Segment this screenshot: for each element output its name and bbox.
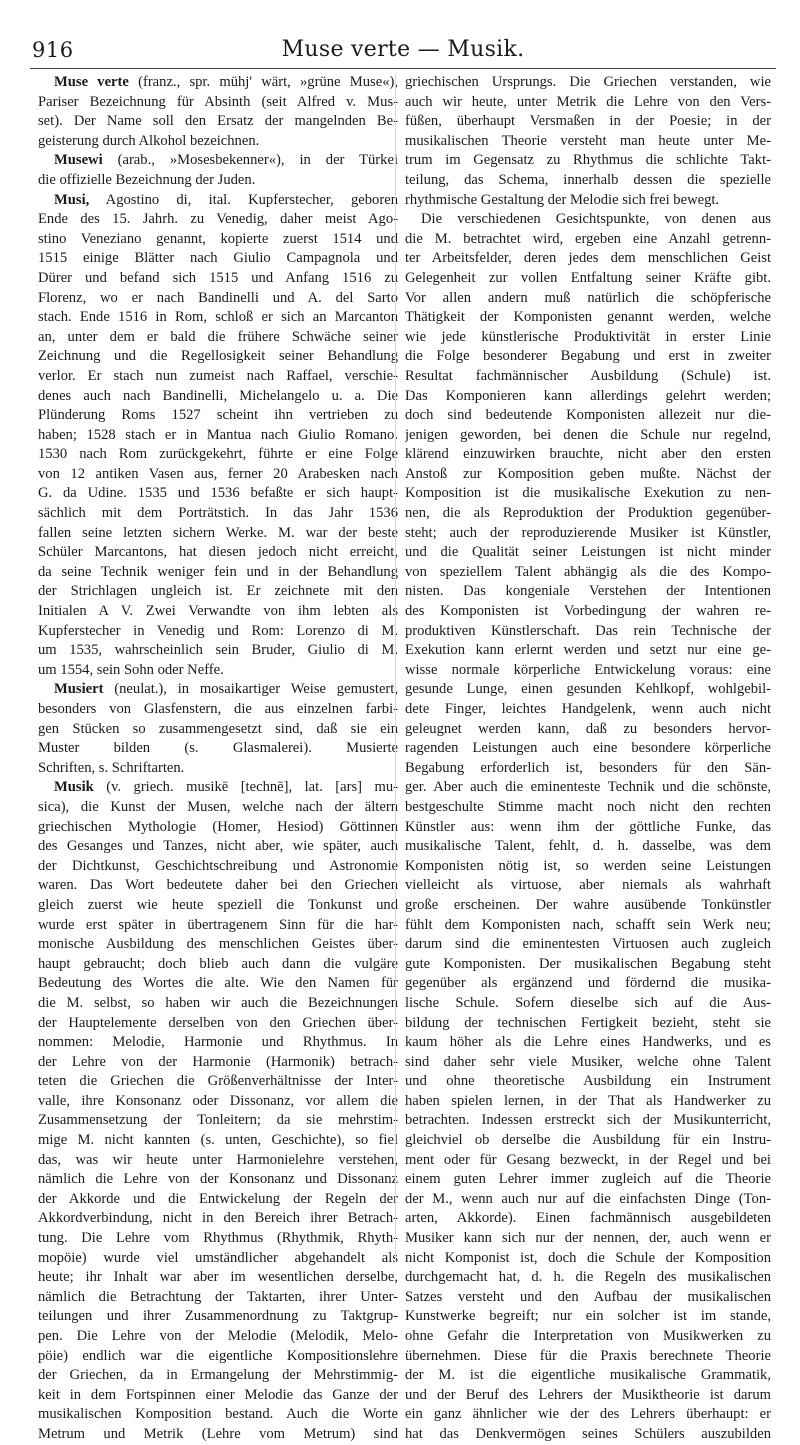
text-line bbox=[405, 739, 771, 759]
line-text: haben spielen lernen, in der That als Handwerker zu bbox=[405, 1092, 771, 1109]
line-text: verlor. Er stach nun zumeist nach Raffael, verschie- bbox=[38, 367, 398, 384]
text-line bbox=[405, 1327, 771, 1347]
line-text: doch sind bedeutende Komponisten allezeit nur die- bbox=[405, 407, 771, 424]
text-line bbox=[38, 1092, 398, 1112]
line-text: an, unter dem er bald die frühere Schwäche seiner bbox=[38, 328, 398, 345]
page-number: 916 bbox=[32, 38, 74, 62]
text-line bbox=[405, 504, 771, 524]
text-line bbox=[405, 1209, 771, 1229]
line-text: der Dichtkunst, Geschichtschreibung und Astronomie bbox=[38, 857, 398, 874]
line-text: steht; auch der reproduzierende Musiker ist Künstler, bbox=[405, 524, 771, 541]
line-text: (franz., spr. mühj' wärt, »grüne Muse«), bbox=[128, 74, 398, 90]
text-line bbox=[405, 210, 771, 230]
line-text: kaum höher als die Lehre eines Handwerks, und es bbox=[405, 1034, 771, 1051]
line-text: trum im Gegensatz zu Rhythmus die schlichte Takt- bbox=[405, 152, 771, 169]
text-line bbox=[38, 1014, 398, 1034]
text-line bbox=[38, 896, 398, 916]
line-text: teilungen und ihrer Zusammenordnung zu Taktgrup- bbox=[38, 1308, 398, 1325]
line-text: set). Der Name soll den Ersatz der mangelnden Be- bbox=[38, 113, 398, 130]
line-text: um 1535, wahrscheinlich sein Bruder, Giulio di M. bbox=[38, 642, 398, 659]
line-text: musikalische Talent, fehlt, d. h. dasselbe, was dem bbox=[405, 838, 771, 855]
right-column bbox=[405, 73, 771, 1445]
text-line bbox=[38, 230, 398, 250]
line-text: Komponisten nötig ist, so werden seine Leistungen bbox=[405, 857, 771, 874]
text-line bbox=[38, 994, 398, 1014]
line-text: geisterung durch Alkohol bezeichnen. bbox=[38, 132, 260, 149]
text-line bbox=[38, 269, 398, 289]
line-text: auch wir heute, unter Metrik die Lehre von den Vers- bbox=[405, 93, 771, 110]
text-line bbox=[38, 1347, 398, 1367]
line-text: und ohne theoretische Ausbildung ein Instrument bbox=[405, 1073, 771, 1090]
text-line bbox=[405, 1405, 771, 1425]
line-text: klärend einzuwirken brauchte, nicht aber den ersten bbox=[405, 446, 771, 463]
text-line bbox=[405, 93, 771, 113]
line-text: Vor allen andern muß natürlich die schöpferische bbox=[405, 289, 771, 306]
line-text: nommen: Melodie, Harmonie und Rhythmus. In bbox=[38, 1034, 398, 1051]
text-line bbox=[38, 465, 398, 485]
text-line bbox=[38, 798, 398, 818]
text-line bbox=[405, 1425, 771, 1445]
text-line bbox=[405, 73, 771, 93]
text-line bbox=[405, 524, 771, 544]
text-line bbox=[38, 1151, 398, 1171]
text-line bbox=[405, 465, 771, 485]
text-line bbox=[405, 112, 771, 132]
line-text: keit in dem Fortspinnen einer Melodie das Ganze der bbox=[38, 1386, 398, 1403]
line-text: Florenz, wo er nach Bandinelli und A. del Sarto bbox=[38, 289, 398, 306]
text-line bbox=[38, 974, 398, 994]
line-text: besonders von Glasfenstern, die aus einzelnen farbi- bbox=[38, 701, 398, 717]
text-line bbox=[38, 406, 398, 426]
text-line bbox=[405, 563, 771, 583]
text-line bbox=[38, 955, 398, 975]
text-line bbox=[38, 308, 398, 328]
text-line bbox=[38, 151, 398, 171]
line-text: ter Arbeitsfelder, deren jedes dem menschlichen Geist bbox=[405, 250, 771, 267]
line-text: der M., wenn auch nur auf die einfachsten Dinge (Ton- bbox=[405, 1190, 771, 1207]
line-text: stach. Ende 1516 in Rom, schloß er sich an Marcanton bbox=[38, 309, 398, 326]
line-text: gleichviel ob derselbe die Ausbildung für ein Instru- bbox=[405, 1132, 771, 1149]
text-line bbox=[405, 445, 771, 465]
line-text: denes auch nach Bandinelli, Michelangelo u. a. Die bbox=[38, 387, 398, 404]
text-line bbox=[38, 778, 398, 798]
text-line bbox=[38, 524, 398, 544]
line-text: ragenden Leistungen auch eine besondere körperliche bbox=[405, 740, 771, 757]
text-line bbox=[38, 1170, 398, 1190]
line-text: gesunde Lunge, einen gesunden Kehlkopf, wohlgebil- bbox=[405, 681, 771, 698]
line-text: Metrum und Metrik (Lehre vom Metrum) sind bbox=[38, 1425, 398, 1442]
text-line bbox=[38, 367, 398, 387]
text-line bbox=[405, 151, 771, 171]
text-line bbox=[405, 1111, 771, 1131]
text-line bbox=[405, 1249, 771, 1269]
line-text: Schriften, s. Schriftarten. bbox=[38, 759, 185, 776]
text-line bbox=[38, 1288, 398, 1308]
text-line bbox=[38, 700, 398, 720]
line-text: wie jede künstlerische Produktivität in erster Linie bbox=[405, 328, 771, 345]
line-text: (v. griech. musikē [technē], lat. [ars] mu- bbox=[93, 779, 398, 796]
line-text: haben; 1528 stach er in Mantua nach Giulio Romano. bbox=[38, 426, 398, 443]
line-text: die offizielle Bezeichnung der Juden. bbox=[38, 171, 256, 188]
line-text: Dürer und befand sich 1515 und Anfang 1516 zu bbox=[38, 269, 398, 286]
text-line bbox=[38, 347, 398, 367]
line-text: Schüler Marcantons, hat diesen jedoch nicht erreicht, bbox=[38, 544, 398, 561]
line-text: produktiven Künstlerschaft. Das rein Technische der bbox=[405, 622, 771, 639]
text-line bbox=[38, 1111, 398, 1131]
line-text: waren. Das Wort bedeutete daher bei den Griechen bbox=[38, 877, 398, 894]
text-line bbox=[38, 543, 398, 563]
text-line bbox=[38, 720, 398, 740]
line-text: lische Schule. Sofern dieselbe sich auf die Aus- bbox=[405, 994, 771, 1011]
line-text: griechischen Ursprungs. Die Griechen verstanden, wie bbox=[405, 74, 771, 90]
line-text: sind daher sehr viele Musiker, welche ohne Talent bbox=[405, 1053, 771, 1070]
line-text: 1530 nach Rom zurückgekehrt, führte er eine Folge bbox=[38, 446, 398, 463]
text-line bbox=[405, 798, 771, 818]
text-line bbox=[405, 269, 771, 289]
line-text: Akkordverbindung, nicht in den Bereich ihrer Betrach- bbox=[38, 1210, 398, 1227]
text-line bbox=[405, 426, 771, 446]
line-text: von 12 antiken Vasen aus, ferner 20 Arabesken nach bbox=[38, 465, 398, 482]
line-text: vielleicht als virtuose, aber niemals als wahrhaft bbox=[405, 877, 771, 894]
line-text: ein ganz ähnlicher wie der des Lehrers überhaupt: er bbox=[405, 1406, 771, 1423]
line-text: Muster bilden (s. Glasmalerei). Musierte bbox=[38, 740, 398, 757]
line-text: die Folge besonderer Begabung und erst in zweiter bbox=[405, 348, 771, 365]
line-text: große erscheinen. Der wahre ausübende Tonkünstler bbox=[405, 896, 771, 913]
text-line bbox=[38, 328, 398, 348]
line-text: Exekution kann erlernt werden und setzt nur eine ge- bbox=[405, 642, 771, 659]
text-line bbox=[38, 857, 398, 877]
text-line bbox=[405, 582, 771, 602]
text-line bbox=[405, 289, 771, 309]
text-line bbox=[38, 210, 398, 230]
text-line bbox=[38, 289, 398, 309]
text-line bbox=[38, 191, 398, 211]
line-text: der Hauptelemente derselben von den Griechen über- bbox=[38, 1014, 398, 1031]
text-line bbox=[405, 1288, 771, 1308]
text-line bbox=[38, 622, 398, 642]
text-line bbox=[405, 955, 771, 975]
line-text: nicht Komponist ist, doch die Schule der Komposition bbox=[405, 1249, 771, 1266]
line-text: mige M. nicht kannten (s. unten, Geschichte), so fiel bbox=[38, 1132, 398, 1149]
text-line bbox=[405, 622, 771, 642]
text-line bbox=[405, 1151, 771, 1171]
text-line bbox=[405, 602, 771, 622]
left-column bbox=[38, 73, 398, 1445]
text-line bbox=[405, 1014, 771, 1034]
line-text: sica), die Kunst der Musen, welche nach der ältern bbox=[38, 798, 398, 815]
text-line bbox=[38, 1405, 398, 1425]
line-text: Das Komponieren kann allerdings gelehrt werden; bbox=[405, 387, 771, 404]
text-line bbox=[405, 1386, 771, 1406]
text-line bbox=[38, 837, 398, 857]
line-text: die M. betrachtet wird, ergeben eine Anzahl getrenn- bbox=[405, 230, 771, 247]
line-text: Gelegenheit zur vollen Entfaltung seiner Kräfte gibt. bbox=[405, 269, 771, 286]
running-title: Muse verte — Musik. bbox=[281, 37, 525, 62]
text-line bbox=[405, 406, 771, 426]
line-text: durchgemacht hat, d. h. die Regeln des musikalischen bbox=[405, 1269, 771, 1286]
line-text: tung. Die Lehre vom Rhythmus (Rhythmik, Rhyth- bbox=[38, 1230, 398, 1247]
text-line bbox=[38, 93, 398, 113]
text-line bbox=[38, 916, 398, 936]
line-text: G. da Udine. 1535 und 1536 befaßte er sich haupt- bbox=[38, 485, 398, 502]
text-line bbox=[38, 73, 398, 93]
text-line bbox=[405, 896, 771, 916]
line-text: gen Stücken so zusammengesetzt sind, daß sie ein bbox=[38, 720, 398, 737]
line-text: wisse normale körperliche Entwickelung voraus: eine bbox=[405, 661, 771, 678]
text-line bbox=[38, 602, 398, 622]
line-text: mopöie) wurde viel umständlicher abgehandelt als bbox=[38, 1249, 398, 1266]
text-line bbox=[38, 1425, 398, 1445]
line-text: das, was wir heute unter Harmonielehre verstehen, bbox=[38, 1151, 398, 1168]
text-line bbox=[38, 739, 398, 759]
line-text: nämlich die Lehre von der Konsonanz und Dissonanz bbox=[38, 1171, 398, 1188]
line-text: Ende des 15. Jahrh. zu Venedig, daher meist Ago- bbox=[38, 211, 398, 228]
text-line bbox=[405, 974, 771, 994]
text-line bbox=[38, 661, 398, 681]
entry-headword: Musi, bbox=[54, 191, 90, 208]
text-line bbox=[405, 759, 771, 779]
line-text: Bedeutung des Wortes die alte. Wie den Namen für bbox=[38, 975, 398, 992]
text-line bbox=[38, 1209, 398, 1229]
line-text: Zeichnung und die Regellosigkeit seiner Behandlung bbox=[38, 348, 398, 365]
text-line bbox=[405, 347, 771, 367]
text-line bbox=[405, 1072, 771, 1092]
line-text: nämlich die Betrachtung der Taktarten, ihrer Unter- bbox=[38, 1288, 398, 1305]
line-text: und die Qualität seiner Leistungen ist nicht minder bbox=[405, 544, 771, 561]
text-line bbox=[405, 641, 771, 661]
line-text: teten die Griechen die Größenverhältnisse der Inter- bbox=[38, 1073, 398, 1090]
line-text: monische Ausbildung des menschlichen Geistes über- bbox=[38, 936, 398, 953]
line-text: musikalischen Komposition bestand. Auch die Worte bbox=[38, 1406, 398, 1423]
line-text: da seine Technik weniger fein und in der Behandlung bbox=[38, 563, 398, 580]
text-line bbox=[405, 387, 771, 407]
text-line bbox=[405, 837, 771, 857]
text-line bbox=[38, 1190, 398, 1210]
text-line bbox=[405, 935, 771, 955]
text-line bbox=[38, 1072, 398, 1092]
text-line bbox=[38, 132, 398, 152]
line-text: Anstoß zur Komposition geben mußte. Nächst der bbox=[405, 465, 771, 482]
line-text: pöie) endlich war die eigentliche Kompositionslehre bbox=[38, 1347, 398, 1364]
text-line bbox=[38, 484, 398, 504]
text-line bbox=[405, 1347, 771, 1367]
line-text: Musiker kann sich nur der nennen, der, auch wenn er bbox=[405, 1230, 771, 1247]
line-text: ger. Aber auch die eminenteste Technik und die schönste, bbox=[405, 779, 771, 796]
line-text: gegenüber als ergänzend und fördernd die musika- bbox=[405, 975, 771, 992]
text-line bbox=[405, 778, 771, 798]
line-text: rhythmische Gestaltung der Melodie sich frei bewegt. bbox=[405, 191, 720, 208]
text-line bbox=[38, 1366, 398, 1386]
line-text: Satzes versteht und den Aufbau der musikalischen bbox=[405, 1288, 771, 1305]
line-text: teilung, das Schema, innerhalb dessen die spezielle bbox=[405, 171, 771, 188]
text-line bbox=[38, 1053, 398, 1073]
line-text: von speziellem Talent abhängig als die des Kompo- bbox=[405, 563, 771, 580]
line-text: fallen seine letzten sichern Werke. M. war der beste bbox=[38, 524, 398, 541]
entry-headword: Musewi bbox=[54, 152, 103, 169]
line-text: griechischen Mythologie (Homer, Hesiod) Göttinnen bbox=[38, 818, 398, 835]
line-text: Pariser Bezeichnung für Absinth (seit Alfred v. Mus- bbox=[38, 93, 398, 110]
text-line bbox=[38, 1327, 398, 1347]
text-line bbox=[405, 249, 771, 269]
line-text: hat das Denkvermögen seines Schülers auszubilden bbox=[405, 1425, 771, 1442]
text-line bbox=[405, 1190, 771, 1210]
line-text: arten, Akkorde). Einen fachmännisch ausgebildeten bbox=[405, 1210, 771, 1227]
line-text: gute Komponisten. Der musikalischen Begabung steht bbox=[405, 955, 771, 972]
text-line bbox=[38, 1386, 398, 1406]
text-line bbox=[405, 680, 771, 700]
line-text: (arab., »Mosesbekenner«), in der Türkei bbox=[102, 152, 398, 169]
header-divider bbox=[30, 68, 776, 69]
line-text: nisten. Das kongeniale Verstehen der Intentionen bbox=[405, 583, 771, 600]
text-line bbox=[405, 1053, 771, 1073]
text-line bbox=[405, 876, 771, 896]
text-line bbox=[405, 720, 771, 740]
line-text: Begabung erforderlich ist, besonders für den Sän- bbox=[405, 759, 771, 776]
text-line bbox=[38, 935, 398, 955]
text-line bbox=[38, 426, 398, 446]
line-text: Komposition ist die musikalische Exekution zu nen- bbox=[405, 485, 771, 502]
text-line bbox=[405, 484, 771, 504]
text-line bbox=[38, 171, 398, 191]
text-line bbox=[405, 857, 771, 877]
text-line bbox=[405, 308, 771, 328]
entry-headword: Musik bbox=[54, 779, 94, 796]
text-line bbox=[38, 249, 398, 269]
text-line bbox=[405, 1092, 771, 1112]
line-text: der Strichlagen ungleich ist. Er zeichnete mit den bbox=[38, 583, 398, 600]
text-line bbox=[405, 1307, 771, 1327]
text-line bbox=[38, 818, 398, 838]
text-line bbox=[405, 661, 771, 681]
text-line bbox=[38, 876, 398, 896]
line-text: (neulat.), in mosaikartiger Weise gemustert, bbox=[103, 681, 398, 698]
entry-headword: Musiert bbox=[54, 681, 104, 698]
text-line bbox=[38, 504, 398, 524]
line-text: die M. selbst, so haben wir auch die Bezeichnungen bbox=[38, 994, 398, 1011]
text-line bbox=[405, 1170, 771, 1190]
text-line bbox=[405, 700, 771, 720]
text-line bbox=[38, 582, 398, 602]
line-text: betrachten. Indessen erstreckt sich der Musikunterricht, bbox=[405, 1112, 771, 1129]
line-text: heute; ihr Inhalt war aber im wesentlichen derselbe, bbox=[38, 1269, 398, 1286]
text-line bbox=[38, 641, 398, 661]
line-text: des Komponisten ist Vorbedingung der wahren re- bbox=[405, 603, 771, 620]
line-text: jenigen geworden, bei denen die Schule nur regelnd, bbox=[405, 426, 771, 443]
line-text: übernehmen. Diese für die Praxis berechnete Theorie bbox=[405, 1347, 771, 1364]
text-line bbox=[405, 1033, 771, 1053]
text-line bbox=[38, 680, 398, 700]
text-line bbox=[38, 563, 398, 583]
text-line bbox=[405, 916, 771, 936]
line-text: darum sind die eminentesten Virtuosen auch zugleich bbox=[405, 936, 771, 953]
text-line bbox=[38, 1268, 398, 1288]
line-text: Zusammensetzung der Tonleitern; da sie mehrstim- bbox=[38, 1112, 398, 1129]
line-text: Kunstwerke begreift; nur ein solcher ist im stande, bbox=[405, 1308, 771, 1325]
line-text: der Akkorde und die Entwickelung der Regeln der bbox=[38, 1190, 398, 1207]
text-line bbox=[38, 1249, 398, 1269]
line-text: ment oder für Gesang bezweckt, in der Regel und bei bbox=[405, 1151, 771, 1168]
column-divider bbox=[395, 73, 396, 1263]
line-text: nen, die als Reproduktion der Produktion gegenüber- bbox=[405, 505, 771, 522]
line-text: sächlich mit dem Porträtstich. In das Jahr 1536 bbox=[38, 505, 398, 522]
text-line bbox=[405, 818, 771, 838]
text-line bbox=[38, 1229, 398, 1249]
line-text: Resultat fachmännischer Ausbildung (Schule) ist. bbox=[405, 367, 771, 384]
line-text: Agostino di, ital. Kupferstecher, geboren bbox=[89, 191, 398, 208]
line-text: valle, ihre Konsonanz oder Dissonanz, vor allem die bbox=[38, 1092, 398, 1109]
line-text: der M. ist die eigentliche musikalische Grammatik, bbox=[405, 1367, 771, 1384]
text-line bbox=[405, 543, 771, 563]
line-text: der Griechen, da in Ermangelung der Mehrstimmig- bbox=[38, 1367, 398, 1384]
line-text: bildung der technischen Fertigkeit bezieht, steht sie bbox=[405, 1014, 771, 1031]
line-text: um 1554, sein Sohn oder Neffe. bbox=[38, 661, 224, 678]
text-line bbox=[405, 230, 771, 250]
line-text: Initialen A V. Zwei Verwandte von ihm lebten als bbox=[38, 603, 398, 620]
text-line bbox=[38, 1307, 398, 1327]
text-line bbox=[405, 132, 771, 152]
line-text: haupt gebraucht; doch blieb auch dann die vulgäre bbox=[38, 955, 398, 972]
text-line bbox=[405, 1268, 771, 1288]
line-text: gleich zuerst wie heute speziell die Tonkunst und bbox=[38, 896, 398, 913]
text-line bbox=[38, 1033, 398, 1053]
text-line bbox=[405, 328, 771, 348]
line-text: pen. Die Lehre von der Melodie (Melodik, Melo- bbox=[38, 1328, 398, 1344]
line-text: Künstler aus: wenn ihm der göttliche Funke, das bbox=[405, 818, 771, 835]
text-line bbox=[405, 1229, 771, 1249]
line-text: einem guten Lehrer immer zugleich auf die Theorie bbox=[405, 1171, 771, 1188]
line-text: bestgeschulte Stimme macht noch nicht den rechten bbox=[405, 798, 771, 815]
text-line bbox=[38, 112, 398, 132]
line-text: Thätigkeit der Komponisten genannt werden, welche bbox=[405, 309, 771, 326]
text-line bbox=[405, 1131, 771, 1151]
text-line bbox=[405, 191, 771, 211]
line-text: Plünderung Roms 1527 scheint ihn vertrieben zu bbox=[38, 407, 398, 424]
line-text: ohne Gefahr die Interpretation von Musikwerken zu bbox=[405, 1328, 771, 1344]
text-line bbox=[38, 445, 398, 465]
line-text: Die verschiedenen Gesichtspunkte, von denen aus bbox=[421, 211, 771, 228]
line-text: füßen, überhaupt Versmaßen in der Poesie; in der bbox=[405, 113, 771, 130]
text-line bbox=[405, 171, 771, 191]
text-line bbox=[405, 994, 771, 1014]
text-line bbox=[38, 759, 398, 779]
line-text: stino Veneziano genannt, kopierte zuerst 1514 und bbox=[38, 230, 398, 247]
line-text: dete Finger, leichtes Handgelenk, wenn auch nicht bbox=[405, 701, 771, 717]
line-text: und der Beruf des Lehrers der Musiktheorie ist darum bbox=[405, 1386, 771, 1403]
line-text: wurde erst später in übertragenem Sinn für die har- bbox=[38, 916, 398, 933]
line-text: fühlt dem Komponisten nach, schafft sein Werk neu; bbox=[405, 916, 771, 933]
text-line bbox=[405, 367, 771, 387]
text-line bbox=[38, 387, 398, 407]
line-text: geleugnet werden kann, daß zu besonders hervor- bbox=[405, 720, 771, 737]
line-text: des Gesanges und Tanzes, nicht aber, wie später, auch bbox=[38, 838, 398, 855]
line-text: 1515 einige Blätter nach Giulio Campagnola und bbox=[38, 250, 398, 267]
text-line bbox=[405, 1366, 771, 1386]
line-text: der Lehre von der Harmonie (Harmonik) betrach- bbox=[38, 1053, 398, 1070]
line-text: musikalischen Theorie versteht man heute unter Me- bbox=[405, 132, 771, 149]
page-header bbox=[30, 34, 776, 64]
line-text: Kupferstecher in Venedig und Rom: Lorenzo di M. bbox=[38, 622, 398, 639]
text-line bbox=[38, 1131, 398, 1151]
entry-headword: Muse verte bbox=[54, 74, 129, 90]
